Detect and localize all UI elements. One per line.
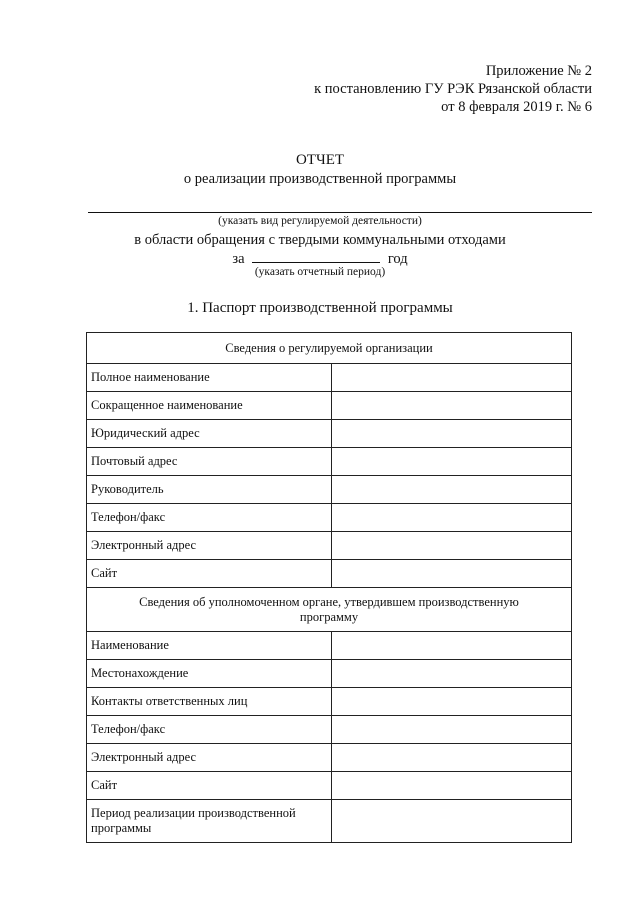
row-value[interactable] [331, 716, 571, 744]
period-hint: (указать отчетный период) [254, 266, 386, 278]
row-value[interactable] [331, 772, 571, 800]
table-row [87, 772, 572, 800]
authority-header-line2: программу [299, 609, 359, 624]
row-value[interactable] [331, 392, 571, 420]
row-label: Почтовый адрес [87, 448, 332, 476]
org-header: Сведения о регулируемой организации [87, 333, 572, 364]
row-value[interactable] [331, 476, 571, 504]
appendix-date: от 8 февраля 2019 г. № 6 [441, 99, 592, 115]
table-row [87, 744, 572, 772]
row-value[interactable] [331, 744, 571, 772]
period-prefix: за [232, 251, 245, 267]
appendix-number: Приложение № 2 [485, 63, 592, 79]
authority-header-line1: Сведения об уполномоченном органе, утвердившем производственную [139, 594, 519, 609]
appendix-block [314, 62, 592, 116]
appendix-resolution: к постановлению ГУ РЭК Рязанской области [314, 81, 592, 97]
row-label: Сайт [87, 772, 332, 800]
row-value[interactable] [331, 448, 571, 476]
org-header-row [87, 333, 572, 364]
row-label: Полное наименование [87, 364, 332, 392]
passport-table [86, 332, 572, 843]
row-label: Телефон/факс [87, 504, 332, 532]
row-value[interactable] [331, 420, 571, 448]
report-title: ОТЧЕТ [295, 152, 345, 168]
row-value[interactable] [331, 632, 571, 660]
period-fill-blank[interactable] [252, 249, 380, 263]
table-row [87, 688, 572, 716]
row-value[interactable] [331, 532, 571, 560]
row-label: Руководитель [87, 476, 332, 504]
table-row [87, 800, 572, 843]
table-row [87, 716, 572, 744]
table-row [87, 660, 572, 688]
row-label: Телефон/факс [87, 716, 332, 744]
row-label [87, 800, 332, 843]
table-row [87, 476, 572, 504]
row-value[interactable] [331, 800, 571, 843]
activity-hint: (указать вид регулируемой деятельности) [218, 215, 422, 227]
report-subtitle: о реализации производственной программы [183, 171, 457, 187]
row-label: Наименование [87, 632, 332, 660]
period-suffix: год [387, 251, 408, 267]
row-value[interactable] [331, 560, 571, 588]
table-row [87, 420, 572, 448]
table-row [87, 392, 572, 420]
row-label: Электронный адрес [87, 532, 332, 560]
row-value[interactable] [331, 504, 571, 532]
row-label: Юридический адрес [87, 420, 332, 448]
activity-fill-line[interactable] [88, 212, 592, 213]
table-row [87, 364, 572, 392]
row-value[interactable] [331, 688, 571, 716]
period-row-label-line1: Период реализации производственной [91, 806, 296, 820]
activity-area: в области обращения с твердыми коммунальными отходами [134, 232, 506, 248]
authority-header-row [87, 588, 572, 632]
table-row [87, 504, 572, 532]
row-label: Местонахождение [87, 660, 332, 688]
row-value[interactable] [331, 364, 571, 392]
table-row [87, 632, 572, 660]
table-row [87, 448, 572, 476]
authority-header [87, 588, 572, 632]
table-row [87, 560, 572, 588]
row-value[interactable] [331, 660, 571, 688]
row-label: Контакты ответственных лиц [87, 688, 332, 716]
table-row [87, 532, 572, 560]
row-label: Сайт [87, 560, 332, 588]
period-row-label-line2: программы [91, 821, 152, 835]
section-heading: 1. Паспорт производственной программы [187, 300, 453, 316]
row-label: Сокращенное наименование [87, 392, 332, 420]
row-label: Электронный адрес [87, 744, 332, 772]
